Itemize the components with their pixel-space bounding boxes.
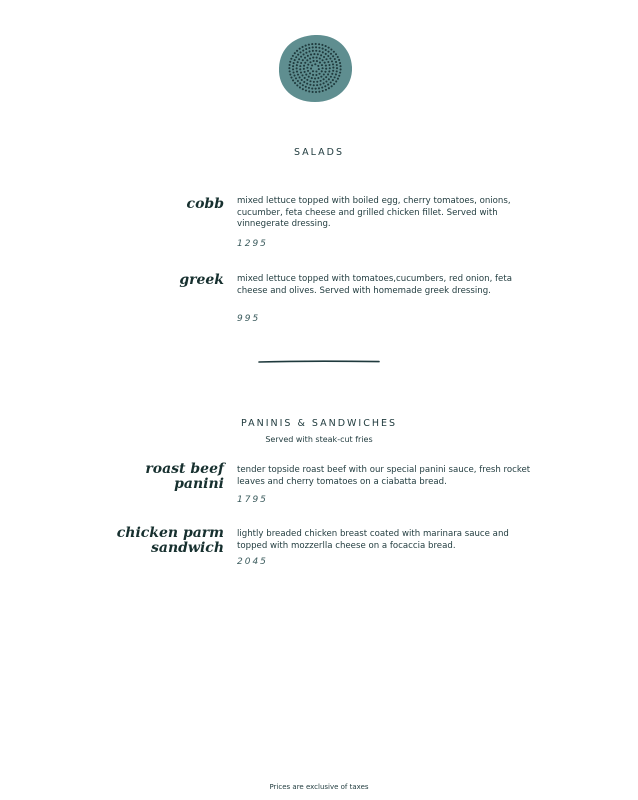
logo-dot <box>328 47 330 49</box>
logo-dot <box>306 79 308 81</box>
logo-dot <box>307 55 309 57</box>
logo-dot <box>327 55 329 57</box>
logo-dot <box>305 74 307 76</box>
logo-dot <box>321 44 323 46</box>
logo-dot <box>335 73 337 75</box>
logo-dot <box>319 83 321 85</box>
logo-dot <box>318 47 320 49</box>
logo-dot <box>305 48 307 50</box>
logo-dot <box>331 73 333 75</box>
logo-dot <box>340 68 342 70</box>
logo-dot <box>321 64 323 66</box>
logo-dot <box>294 52 296 54</box>
logo-dot <box>317 53 319 55</box>
logo-dot <box>309 57 311 59</box>
logo-dot <box>316 57 318 59</box>
logo-dot <box>334 58 336 60</box>
logo-dot <box>309 80 311 82</box>
logo-dot <box>308 47 310 49</box>
logo-dot <box>332 67 334 69</box>
logo-dot <box>312 70 314 72</box>
logo-dot <box>312 46 314 48</box>
logo-dot <box>330 53 332 55</box>
logo-dot <box>311 43 313 45</box>
logo-dot <box>322 59 324 61</box>
logo-dot <box>297 54 299 56</box>
logo-dot <box>328 87 330 89</box>
logo-dot <box>313 53 315 55</box>
logo-dot <box>312 91 314 93</box>
logo-dot <box>328 64 330 66</box>
logo-dot <box>309 72 311 74</box>
logo-dot <box>310 68 312 70</box>
logo-dot <box>299 76 301 78</box>
item-description-greek: mixed lettuce topped with tomatoes,cucumbers, red onion, feta cheese and olives. Served with homemade greek dressing. <box>237 274 512 296</box>
logo-dot <box>327 84 329 86</box>
logo-dot <box>288 67 290 69</box>
logo-dot <box>318 68 320 70</box>
logo-dot <box>304 57 306 59</box>
logo-dot <box>306 67 308 69</box>
logo-dot <box>308 87 310 89</box>
logo-dot <box>297 61 299 63</box>
logo-dot <box>333 83 335 85</box>
item-name-line2: sandwich <box>151 540 224 556</box>
logo-dot <box>325 68 327 70</box>
logo-dot <box>299 82 301 84</box>
logo-dot <box>311 87 313 89</box>
logo-dot <box>301 46 303 48</box>
logo-dot <box>320 76 322 78</box>
logo-dot <box>336 64 338 66</box>
logo-dot <box>334 76 336 78</box>
item-name-greek: greek <box>179 272 224 288</box>
logo-dot <box>325 49 327 51</box>
logo-dot <box>332 55 334 57</box>
logo-dot <box>301 74 303 76</box>
logo-dot <box>317 77 319 79</box>
logo-dot <box>318 73 320 75</box>
logo-dot <box>324 71 326 73</box>
logo-dot <box>313 60 315 62</box>
logo-dot <box>325 45 327 47</box>
logo-dot <box>296 64 298 66</box>
logo-dot <box>327 61 329 63</box>
logo-dot <box>330 76 332 78</box>
logo-dot <box>330 81 332 83</box>
logo-dot <box>338 75 340 77</box>
logo-dot <box>321 70 323 72</box>
logo-dot <box>322 48 324 50</box>
logo-dot <box>290 58 292 60</box>
logo-dot <box>302 49 304 51</box>
logo-dot <box>315 46 317 48</box>
logo-dot <box>300 71 302 73</box>
logo-dot <box>303 81 305 83</box>
logo-dot <box>305 89 307 91</box>
logo-dot <box>337 56 339 58</box>
logo-dot <box>292 79 294 81</box>
logo-dot <box>325 65 327 67</box>
logo-dot <box>302 59 304 61</box>
logo-dot <box>299 86 301 88</box>
item-price-cobb: 1295 <box>237 239 268 249</box>
logo-dot <box>327 51 329 53</box>
logo-dot <box>324 85 326 87</box>
logo-dot <box>308 76 310 78</box>
logo-dot <box>332 70 334 72</box>
logo-dot <box>323 56 325 58</box>
logo-dot <box>296 50 298 52</box>
logo-dot <box>320 54 322 56</box>
logo-dot <box>335 80 337 82</box>
logo-dot <box>317 65 319 67</box>
logo-dot <box>304 77 306 79</box>
logo-dot <box>299 68 301 70</box>
logo-dot <box>325 89 327 91</box>
logo-dot <box>338 59 340 61</box>
paninis-subtitle: Served with steak-cut fries <box>265 435 373 444</box>
logo-dot <box>318 87 320 89</box>
logo-dot <box>296 67 298 69</box>
logo-dot <box>314 77 316 79</box>
section-divider <box>257 359 381 365</box>
logo-dot <box>304 71 306 73</box>
logo-dot <box>328 70 330 72</box>
logo-dot <box>290 77 292 79</box>
logo-dot <box>299 51 301 53</box>
logo-dot <box>311 64 313 66</box>
logo-dot <box>289 61 291 63</box>
item-name-line1: chicken parm <box>116 525 224 541</box>
logo-dot <box>298 58 300 60</box>
logo-dot <box>322 67 324 69</box>
logo-dot <box>318 43 320 45</box>
paninis-title: PANINIS & SANDWICHES <box>240 418 398 429</box>
item-price-roast-beef: 1795 <box>237 495 268 505</box>
logo-dot <box>316 84 318 86</box>
logo-dot <box>306 59 308 61</box>
logo-dot <box>316 60 318 62</box>
logo-dot <box>292 65 294 67</box>
logo-dot <box>325 58 327 60</box>
logo-dot <box>336 67 338 69</box>
logo-dot <box>335 61 337 63</box>
logo-dot <box>332 79 334 81</box>
logo-dot <box>299 48 301 50</box>
logo-dot <box>315 74 317 76</box>
logo-dot <box>306 83 308 85</box>
logo-dot <box>305 52 307 54</box>
item-description-roast-beef: tender topside roast beef with our special panini sauce, fresh rocket leaves and cherry tomatoes on a ciabatta bread. <box>237 465 531 487</box>
logo-dot <box>295 77 297 79</box>
logo-dot <box>324 62 326 64</box>
item-name-line2: panini <box>174 476 224 492</box>
logo-dot <box>329 67 331 69</box>
item-name-roast-beef <box>145 462 224 492</box>
logo-dot <box>289 70 291 72</box>
logo-dot <box>315 91 317 93</box>
logo-dot <box>296 84 298 86</box>
logo-dot <box>323 78 325 80</box>
logo-dot <box>329 57 331 59</box>
logo-dot <box>325 76 327 78</box>
logo-dot <box>308 44 310 46</box>
logo-dot <box>299 65 301 67</box>
logo-dot <box>319 57 321 59</box>
dotted-spiral-icon <box>277 33 353 103</box>
logo-dot <box>332 63 334 65</box>
logo-dot <box>314 63 316 65</box>
logo-dot <box>293 74 295 76</box>
logo-dot <box>337 78 339 80</box>
logo-dot <box>304 62 306 64</box>
logo-dot <box>305 45 307 47</box>
logo-dot <box>312 57 314 59</box>
logo-dot <box>305 86 307 88</box>
item-name-line1: roast beef <box>145 461 224 477</box>
logo-dot <box>339 62 341 64</box>
logo-dot <box>328 78 330 80</box>
item-name-cobb: cobb <box>186 196 224 212</box>
logo-dot <box>325 81 327 83</box>
logo-dot <box>303 68 305 70</box>
logo-dot <box>319 50 321 52</box>
logo-dot <box>309 61 311 63</box>
logo-dot <box>297 80 299 82</box>
logo-dot <box>325 53 327 55</box>
logo-dot <box>318 91 320 93</box>
logo-dot <box>313 84 315 86</box>
logo-dot <box>322 51 324 53</box>
logo-dot <box>292 71 294 73</box>
logo-dot <box>320 80 322 82</box>
logo-dot <box>310 54 312 56</box>
logo-dot <box>294 59 296 61</box>
logo-dot <box>292 55 294 57</box>
logo-dot <box>323 82 325 84</box>
logo-dot <box>303 53 305 55</box>
logo-dot <box>300 62 302 64</box>
logo-dot <box>331 60 333 62</box>
logo-dot <box>312 50 314 52</box>
logo-dot <box>307 64 309 66</box>
logo-dot <box>309 84 311 86</box>
logo-dot <box>331 85 333 87</box>
logo-dot <box>335 53 337 55</box>
logo-dot <box>315 50 317 52</box>
logo-dot <box>289 64 291 66</box>
logo-dot <box>339 72 341 74</box>
logo-dot <box>333 51 335 53</box>
logo-dot <box>315 70 317 72</box>
logo-dot <box>295 56 297 58</box>
logo-dot <box>307 70 309 72</box>
logo-dot <box>293 62 295 64</box>
logo-dot <box>321 86 323 88</box>
logo-dot <box>339 65 341 67</box>
logo-dot <box>327 73 329 75</box>
logo-dot <box>308 50 310 52</box>
logo-dot <box>300 56 302 58</box>
footer-note: Prices are exclusive of taxes <box>269 783 369 791</box>
logo-dot <box>322 90 324 92</box>
salads-title: SALADS <box>293 147 345 158</box>
item-name-chicken-parm <box>117 526 224 556</box>
logo-dot <box>289 73 291 75</box>
logo-dot <box>319 62 321 64</box>
logo-dot <box>296 71 298 73</box>
item-description-chicken-parm: lightly breaded chicken breast coated with marinara sauce and topped with mozzerlla cheese on a focaccia bread. <box>237 529 509 551</box>
logo-dot <box>297 74 299 76</box>
logo-dot <box>336 70 338 72</box>
logo-dot <box>308 90 310 92</box>
logo-dot <box>312 74 314 76</box>
item-price-greek: 995 <box>237 314 261 324</box>
logo-dot <box>315 88 317 90</box>
logo-dot <box>311 77 313 79</box>
logo-dot <box>323 73 325 75</box>
item-description-cobb: mixed lettuce topped with boiled egg, cherry tomatoes, onions, cucumber, feta cheese and grilled chicken fillet. Served with vinnegerate dressing. <box>237 196 511 229</box>
logo-dot <box>315 43 317 45</box>
logo-dot <box>301 79 303 81</box>
logo-dot <box>316 81 318 83</box>
logo-dot <box>313 81 315 83</box>
logo-dot <box>302 88 304 90</box>
logo-dot <box>294 82 296 84</box>
item-price-chicken-parm: 2045 <box>237 557 268 567</box>
logo-dot <box>302 84 304 86</box>
logo-dot <box>330 48 332 50</box>
logo-dot <box>303 65 305 67</box>
logo-dot <box>292 68 294 70</box>
